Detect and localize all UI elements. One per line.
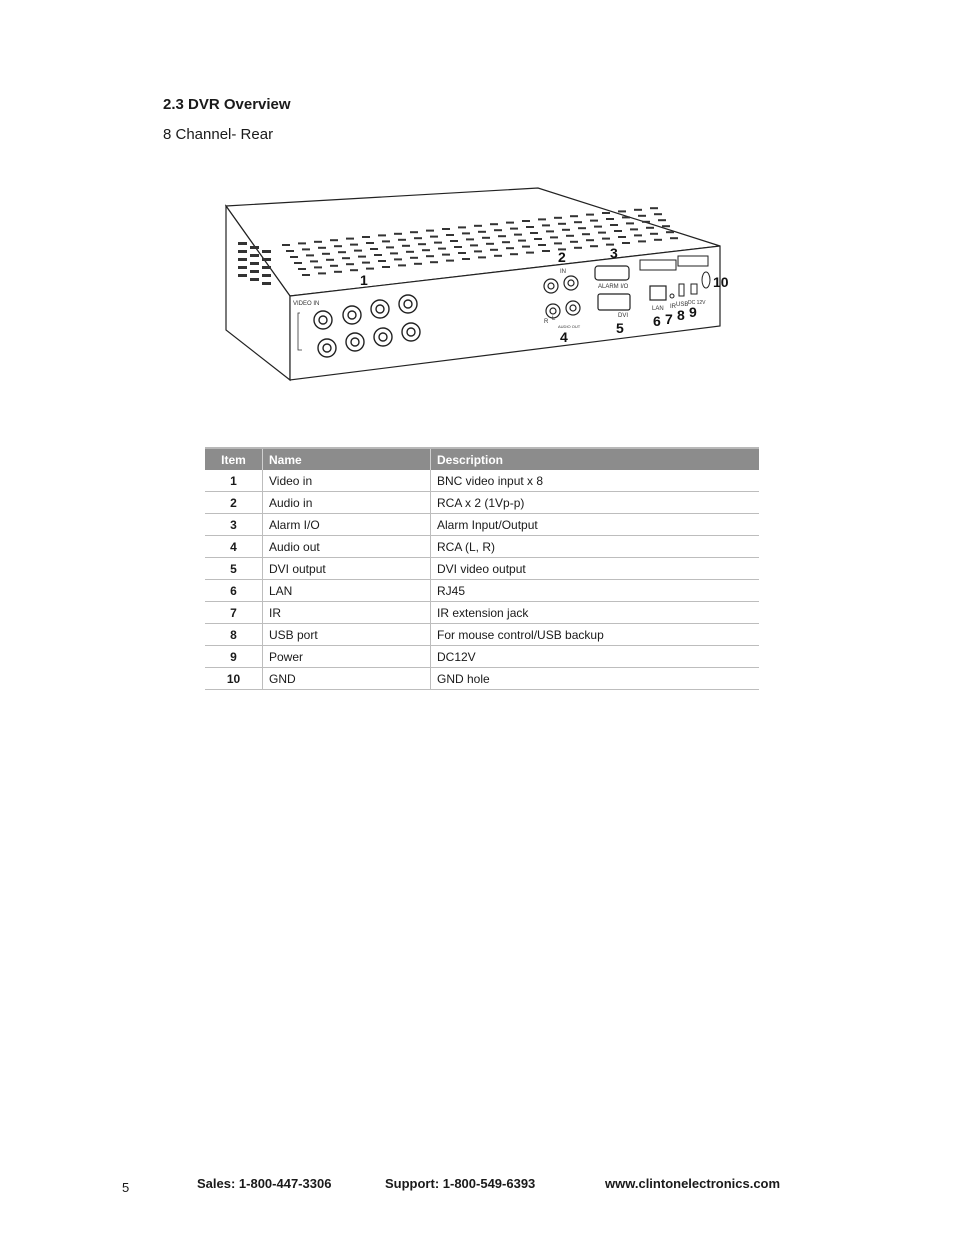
row-description: BNC video input x 8: [431, 470, 760, 492]
vent-slot: [298, 242, 306, 244]
vent-slot: [566, 235, 574, 237]
vent-slot: [374, 254, 382, 256]
vent-slot: [318, 272, 326, 274]
vent-slot: [334, 245, 342, 247]
alarm-io-connector: [595, 266, 629, 280]
vent-slot: [394, 233, 402, 235]
vent-slot: [362, 236, 370, 238]
vent-slot: [570, 241, 578, 243]
row-name: USB port: [263, 624, 431, 646]
vent-slot: [594, 226, 602, 228]
vent-slot: [526, 252, 534, 254]
vent-slot: [418, 243, 426, 245]
section-heading: 2.3 DVR Overview: [163, 96, 291, 113]
vent-slot: [638, 215, 646, 217]
vent-slot: [398, 239, 406, 241]
vent-slot: [606, 218, 614, 220]
vent-slot: [642, 221, 650, 223]
gnd-hole: [702, 272, 710, 288]
table-row: [205, 536, 759, 558]
vent-slot: [446, 260, 454, 262]
vent-slot: [558, 223, 566, 225]
table-row: [205, 514, 759, 536]
alarm-io-label: ALARM I/O: [598, 284, 629, 290]
vent-slot: [290, 256, 298, 258]
vent-slot: [486, 243, 494, 245]
vent-slot: [570, 215, 578, 217]
vent-slot: [318, 247, 326, 249]
vent-slot: [518, 240, 526, 242]
callout-10: 10: [713, 274, 729, 290]
callout-3: 3: [610, 245, 618, 261]
vent-slot: [578, 227, 586, 229]
row-description: GND hole: [431, 668, 760, 690]
row-item: 6: [205, 580, 263, 602]
vent-slot: [494, 229, 502, 231]
vent-slot: [338, 251, 346, 253]
vent-slot: [634, 209, 642, 211]
callout-6: 6: [653, 313, 661, 329]
row-item: 9: [205, 646, 263, 668]
vent-slot: [298, 268, 306, 270]
vent-slot: [462, 232, 470, 234]
vent-slot: [586, 239, 594, 241]
dvr-rear-illustration: [220, 180, 740, 390]
vent-slot: [454, 246, 462, 248]
row-name: Power: [263, 646, 431, 668]
vent-slot: [382, 266, 390, 268]
row-item: 4: [205, 536, 263, 558]
vent-slot: [506, 222, 514, 224]
vent-slot: [546, 230, 554, 232]
vent-slot: [610, 224, 618, 226]
vent-slot: [602, 238, 610, 240]
callout-7: 7: [665, 311, 673, 327]
row-item: 3: [205, 514, 263, 536]
vent-slot: [302, 274, 310, 276]
vent-slot: [586, 214, 594, 216]
row-item: 10: [205, 668, 263, 690]
table-row: [205, 470, 759, 492]
footer-website: www.clintonelectronics.com: [605, 1176, 781, 1191]
vent-slot: [582, 233, 590, 235]
vent-slot: [490, 249, 498, 251]
vent-slot: [430, 236, 438, 238]
vent-slot: [622, 242, 630, 244]
vent-slot: [670, 237, 678, 239]
callout-8: 8: [677, 307, 685, 323]
vent-slot: [314, 266, 322, 268]
audio-out-label: AUDIO OUT: [558, 324, 581, 329]
vent-slot: [602, 212, 610, 214]
vent-slot: [378, 234, 386, 236]
vent-slot: [370, 248, 378, 250]
vent-slot: [658, 219, 666, 221]
vent-slot: [282, 244, 290, 246]
vent-slot: [330, 239, 338, 241]
vent-slot: [410, 231, 418, 233]
vent-slot: [514, 234, 522, 236]
vent-slot: [422, 249, 430, 251]
vent-slot: [426, 230, 434, 232]
vent-slot: [634, 234, 642, 236]
dvi-label: DVI: [618, 313, 629, 319]
row-description: IR extension jack: [431, 602, 760, 624]
vent-slot: [510, 253, 518, 255]
vent-slot: [402, 245, 410, 247]
vent-slot: [554, 217, 562, 219]
page-number: 5: [122, 1180, 130, 1195]
row-name: IR: [263, 602, 431, 624]
vent-slot: [346, 263, 354, 265]
card-slot-left: [640, 260, 676, 270]
callout-4: 4: [560, 329, 568, 345]
dvi-connector: [598, 294, 630, 310]
vent-slot: [542, 224, 550, 226]
power-jack: [691, 284, 697, 294]
vent-slot: [354, 250, 362, 252]
table-row: [205, 668, 759, 690]
row-description: For mouse control/USB backup: [431, 624, 760, 646]
row-name: Audio in: [263, 492, 431, 514]
row-name: Audio out: [263, 536, 431, 558]
vent-slot: [466, 238, 474, 240]
vent-slot: [342, 257, 350, 259]
table-row: [205, 558, 759, 580]
vent-slot: [574, 247, 582, 249]
vent-slot: [474, 225, 482, 227]
row-name: LAN: [263, 580, 431, 602]
vent-slot: [554, 242, 562, 244]
vent-slot: [306, 254, 314, 256]
vent-slot: [574, 221, 582, 223]
usb-port: [679, 284, 684, 296]
vent-slot: [398, 264, 406, 266]
vent-slot: [478, 256, 486, 258]
callout-1: 1: [360, 272, 368, 288]
vent-slot: [526, 226, 534, 228]
vent-slot: [390, 252, 398, 254]
lan-label: LAN: [652, 306, 664, 312]
vent-slot: [618, 236, 626, 238]
vent-slot: [626, 222, 634, 224]
vent-slot: [314, 241, 322, 243]
vent-slot: [462, 258, 470, 260]
row-item: 8: [205, 624, 263, 646]
vent-slot: [502, 241, 510, 243]
vent-slot: [458, 252, 466, 254]
usb-label: USB: [676, 302, 689, 308]
vent-slot: [410, 257, 418, 259]
callout-5: 5: [616, 320, 624, 336]
vent-slot: [322, 253, 330, 255]
audio-in-label: IN: [560, 269, 566, 275]
table-row: [205, 624, 759, 646]
header-description: Description: [431, 448, 760, 470]
vent-slot: [630, 228, 638, 230]
vent-slot: [506, 247, 514, 249]
vent-slot: [310, 260, 318, 262]
vent-slot: [434, 242, 442, 244]
dvr-rear-drawing: [220, 180, 740, 390]
vent-slot: [654, 239, 662, 241]
vent-slot: [358, 256, 366, 258]
vent-slot: [482, 237, 490, 239]
vent-slot: [414, 237, 422, 239]
vent-slot: [478, 231, 486, 233]
vent-slot: [366, 268, 374, 270]
vent-slot: [382, 240, 390, 242]
table-row: [205, 492, 759, 514]
vent-slot: [386, 246, 394, 248]
table-row: [205, 580, 759, 602]
vent-slot: [326, 259, 334, 261]
row-description: DVI video output: [431, 558, 760, 580]
vent-slot: [414, 263, 422, 265]
vent-slot: [366, 242, 374, 244]
row-name: Alarm I/O: [263, 514, 431, 536]
vent-slot: [294, 262, 302, 264]
vent-slot: [650, 207, 658, 209]
header-item: Item: [205, 448, 263, 470]
vent-slot: [654, 213, 662, 215]
vent-slot: [590, 245, 598, 247]
vent-slot: [438, 248, 446, 250]
vent-slot: [442, 228, 450, 230]
vent-slot: [474, 250, 482, 252]
vent-slot: [458, 226, 466, 228]
vent-slot: [638, 240, 646, 242]
vent-slot: [562, 229, 570, 231]
row-description: Alarm Input/Output: [431, 514, 760, 536]
vent-slot: [334, 271, 342, 273]
row-name: Video in: [263, 470, 431, 492]
lan-port: [650, 286, 666, 300]
vent-slot: [622, 216, 630, 218]
vent-slot: [406, 251, 414, 253]
callout-9: 9: [689, 304, 697, 320]
vent-slot: [650, 233, 658, 235]
vent-slot: [378, 260, 386, 262]
row-name: GND: [263, 668, 431, 690]
power-label: DC 12V: [688, 300, 706, 306]
vent-slot: [286, 250, 294, 252]
vent-slot: [522, 220, 530, 222]
ir-label: IR: [670, 304, 676, 310]
table-row: [205, 602, 759, 624]
vent-slot: [302, 248, 310, 250]
row-description: RJ45: [431, 580, 760, 602]
vent-slot: [350, 269, 358, 271]
vent-slot: [510, 228, 518, 230]
vent-slot: [646, 227, 654, 229]
row-description: RCA (L, R): [431, 536, 760, 558]
audio-r-label: R: [544, 319, 549, 325]
vent-slot: [446, 234, 454, 236]
row-item: 5: [205, 558, 263, 580]
row-description: RCA x 2 (1Vp-p): [431, 492, 760, 514]
card-slot-right: [678, 256, 708, 266]
header-name: Name: [263, 448, 431, 470]
row-item: 7: [205, 602, 263, 624]
vent-slot: [346, 238, 354, 240]
row-name: DVI output: [263, 558, 431, 580]
vent-slot: [430, 261, 438, 263]
vent-slot: [542, 250, 550, 252]
callout-2: 2: [558, 249, 566, 265]
footer-support-phone: Support: 1-800-549-6393: [385, 1176, 536, 1191]
dvr-rear-spec-table: [205, 447, 759, 690]
vent-slot: [490, 223, 498, 225]
row-description: DC12V: [431, 646, 760, 668]
ir-jack: [670, 294, 674, 298]
video-in-label: VIDEO IN: [293, 301, 320, 307]
vent-slot: [590, 220, 598, 222]
vent-slot: [530, 232, 538, 234]
vent-slot: [614, 230, 622, 232]
vent-slot: [350, 244, 358, 246]
vent-slot: [522, 246, 530, 248]
vent-slot: [550, 236, 558, 238]
footer-sales-phone: Sales: 1-800-447-3306: [197, 1176, 332, 1191]
vent-slot: [330, 265, 338, 267]
vent-slot: [450, 240, 458, 242]
vent-slot: [538, 218, 546, 220]
vent-slot: [662, 225, 670, 227]
vent-slot: [470, 244, 478, 246]
vent-slot: [538, 244, 546, 246]
vent-slot: [426, 255, 434, 257]
vent-slot: [494, 255, 502, 257]
vent-slot: [618, 210, 626, 212]
audio-l-label: L: [552, 316, 556, 322]
vent-slot: [498, 235, 506, 237]
vent-slot: [666, 231, 674, 233]
table-row: [205, 646, 759, 668]
section-subheading: 8 Channel- Rear: [163, 126, 274, 143]
vent-slot: [534, 238, 542, 240]
vent-slot: [362, 262, 370, 264]
vent-slot: [394, 258, 402, 260]
vent-slot: [598, 232, 606, 234]
vent-slot: [442, 254, 450, 256]
row-item: 2: [205, 492, 263, 514]
row-item: 1: [205, 470, 263, 492]
table-header-row: [205, 448, 759, 470]
